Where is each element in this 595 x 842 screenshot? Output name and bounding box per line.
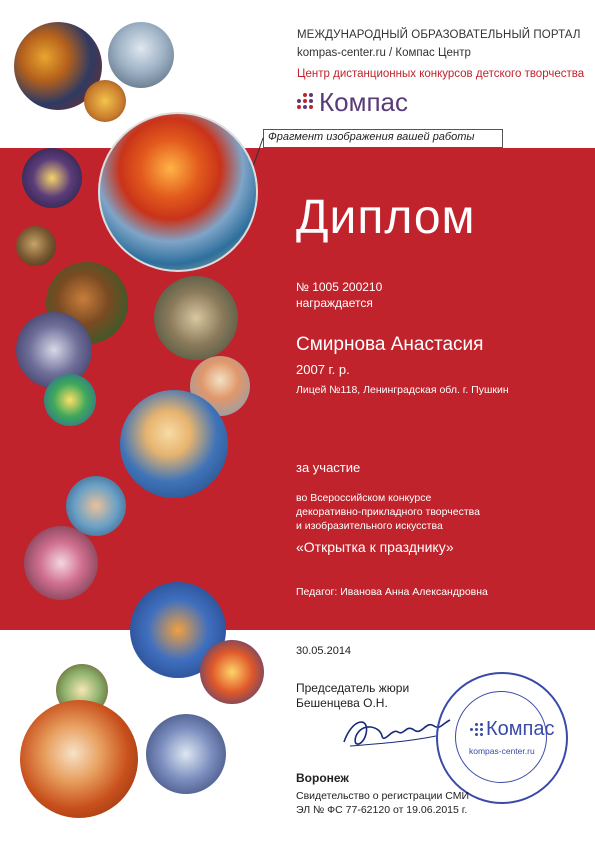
artwork-circle-12 bbox=[66, 476, 126, 536]
artwork-circle-2 bbox=[108, 22, 174, 88]
for-participation: за участие bbox=[296, 460, 361, 475]
contest-line-1: во Всероссийском конкурсе bbox=[296, 492, 432, 504]
stamp-dots-icon bbox=[470, 723, 486, 739]
teacher: Педагог: Иванова Анна Александровна bbox=[296, 586, 488, 598]
stamp-logo bbox=[470, 718, 560, 748]
artwork-circle-13 bbox=[24, 526, 98, 600]
birth-year: 2007 г. р. bbox=[296, 362, 350, 377]
logo-text: Компас bbox=[319, 87, 409, 117]
registration-line-1: Свидетельство о регистрации СМИ bbox=[296, 790, 469, 802]
awarded-label: награждается bbox=[296, 296, 373, 310]
artwork-circle-11 bbox=[120, 390, 228, 498]
chairman-title: Председатель жюри bbox=[296, 681, 410, 695]
contest-title: «Открытка к празднику» bbox=[296, 539, 454, 555]
artwork-circle-17 bbox=[20, 700, 138, 818]
portal-title: МЕЖДУНАРОДНЫЙ ОБРАЗОВАТЕЛЬНЫЙ ПОРТАЛ bbox=[297, 29, 581, 41]
artwork-circle-18 bbox=[146, 714, 226, 794]
city: Воронеж bbox=[296, 771, 349, 785]
school: Лицей №118, Ленинградская обл. г. Пушкин bbox=[296, 384, 509, 396]
contest-line-3: и изобразительного искусства bbox=[296, 520, 443, 532]
featured-artwork-circle bbox=[98, 112, 258, 272]
portal-site: kompas-center.ru / Компас Центр bbox=[297, 47, 471, 59]
stamp-logo-text: Компас bbox=[486, 718, 555, 740]
chairman-name: Бешенцева О.Н. bbox=[296, 696, 388, 710]
diploma-number: № 1005 200210 bbox=[296, 280, 383, 294]
artwork-circle-10 bbox=[44, 374, 96, 426]
artwork-circle-7 bbox=[154, 276, 238, 360]
registration-line-2: ЭЛ № ФС 77-62120 от 19.06.2015 г. bbox=[296, 804, 468, 816]
artwork-circle-3 bbox=[84, 80, 126, 122]
issue-date: 30.05.2014 bbox=[296, 645, 352, 657]
fragment-label: Фрагмент изображения вашей работы bbox=[268, 131, 475, 143]
center-name: Центр дистанционных конкурсов детского творчества bbox=[297, 68, 585, 80]
artwork-circle-4 bbox=[22, 148, 82, 208]
recipient-name: Смирнова Анастасия bbox=[296, 334, 484, 355]
stamp-site: kompas-center.ru bbox=[469, 746, 535, 756]
diploma-title: Диплом bbox=[296, 191, 476, 244]
contest-line-2: декоративно-прикладного творчества bbox=[296, 506, 480, 518]
artwork-circle-16 bbox=[200, 640, 264, 704]
artwork-circle-5 bbox=[16, 226, 56, 266]
